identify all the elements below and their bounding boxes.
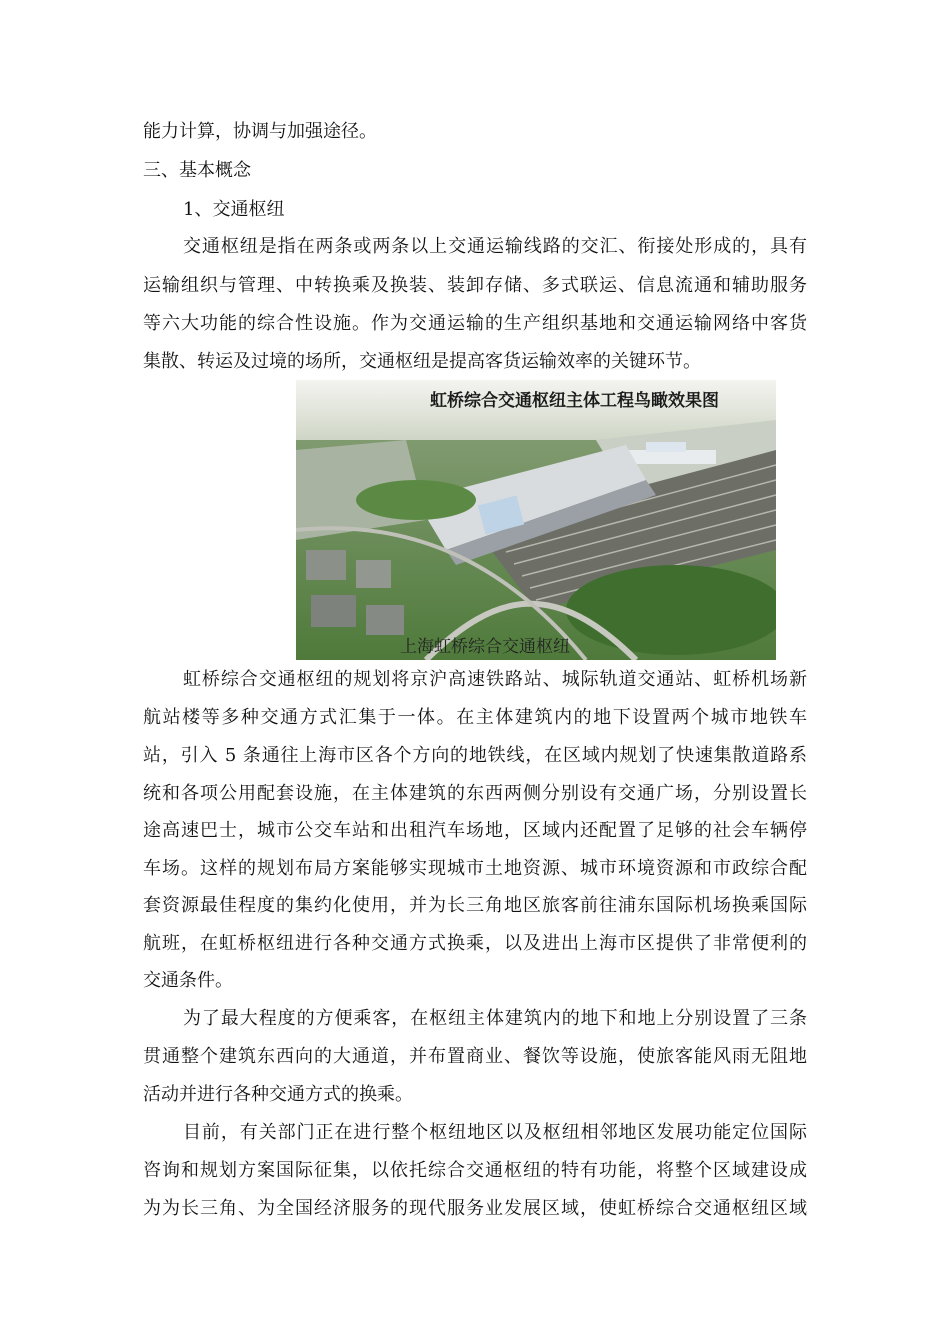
paragraph-line: 集散、转运及过境的场所，交通枢纽是提高客货运输效率的关键环节。	[143, 351, 701, 372]
section-heading: 三、基本概念	[143, 160, 251, 181]
paragraph-line: 咨询和规划方案国际征集，以依托综合交通枢纽的特有功能，将整个区域建设成	[143, 1160, 807, 1181]
paragraph-line: 贯通整个建筑东西向的大通道，并布置商业、餐饮等设施，使旅客能风雨无阻地	[143, 1046, 807, 1067]
paragraph-line: 站，引入 5 条通往上海市区各个方向的地铁线，在区域内规划了快速集散道路系	[143, 745, 807, 766]
paragraph-line: 套资源最佳程度的集约化使用，并为长三角地区旅客前往浦东国际机场换乘国际	[143, 895, 807, 916]
paragraph-line: 运输组织与管理、中转换乘及换装、装卸存储、多式联运、信息流通和辅助服务	[143, 275, 807, 296]
paragraph-line: 车场。这样的规划布局方案能够实现城市土地资源、城市环境资源和市政综合配	[143, 858, 807, 879]
paragraph-line: 统和各项公用配套设施，在主体建筑的东西两侧分别设有交通广场，分别设置长	[143, 783, 807, 804]
paragraph-line: 途高速巴士，城市公交车站和出租汽车场地，区域内还配置了足够的社会车辆停	[143, 820, 807, 841]
figure-caption: 上海虹桥综合交通枢纽	[400, 637, 570, 657]
paragraph-line: 能力计算，协调与加强途径。	[143, 121, 377, 142]
aerial-view-illustration	[296, 380, 776, 660]
paragraph-line: 等六大功能的综合性设施。作为交通运输的生产组织基地和交通运输网络中客货	[143, 313, 807, 334]
paragraph-line: 交通枢纽是指在两条或两条以上交通运输线路的交汇、衔接处形成的，具有	[183, 236, 807, 257]
paragraph-line: 交通条件。	[143, 970, 233, 991]
paragraph-line: 活动并进行各种交通方式的换乘。	[143, 1084, 413, 1105]
paragraph-line: 航站楼等多种交通方式汇集于一体。在主体建筑内的地下设置两个城市地铁车	[143, 707, 807, 728]
paragraph-line: 为了最大程度的方便乘客，在枢纽主体建筑内的地下和地上分别设置了三条	[183, 1008, 807, 1029]
aerial-rendering-image	[296, 380, 776, 660]
subsection-heading: 1、交通枢纽	[183, 199, 285, 220]
figure-title: 虹桥综合交通枢纽主体工程鸟瞰效果图	[430, 391, 719, 411]
paragraph-line: 虹桥综合交通枢纽的规划将京沪高速铁路站、城际轨道交通站、虹桥机场新	[183, 669, 807, 690]
paragraph-line: 航班，在虹桥枢纽进行各种交通方式换乘，以及进出上海市区提供了非常便利的	[143, 933, 807, 954]
paragraph-line: 目前，有关部门正在进行整个枢纽地区以及枢纽相邻地区发展功能定位国际	[183, 1122, 807, 1143]
paragraph-line: 为为长三角、为全国经济服务的现代服务业发展区域，使虹桥综合交通枢纽区域	[143, 1198, 807, 1219]
